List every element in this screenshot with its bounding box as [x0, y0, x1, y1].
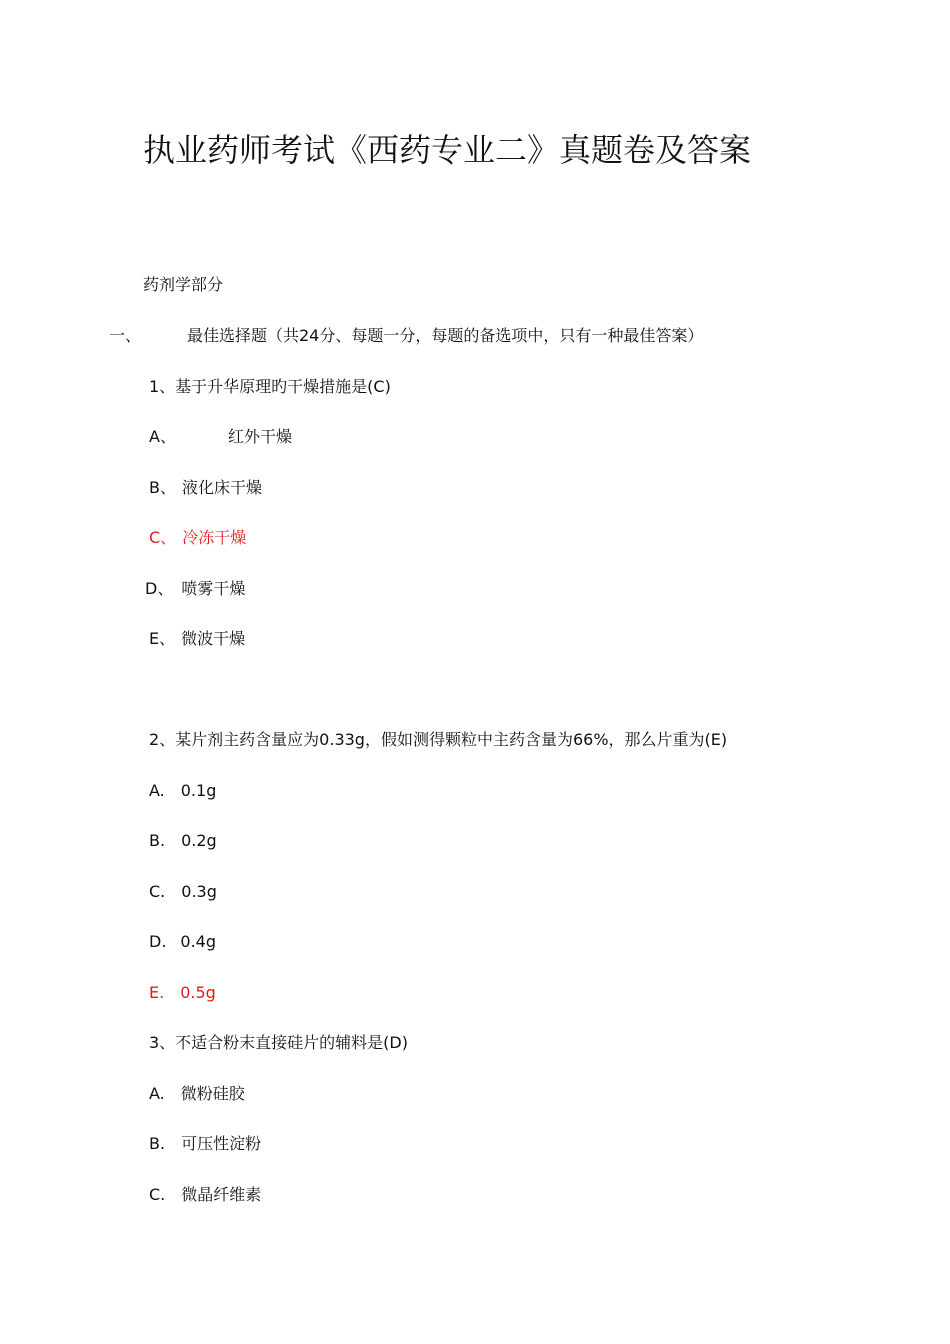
option	[149, 931, 216, 953]
option-text: 0.4g	[180, 932, 217, 951]
part-number: 一、	[109, 326, 142, 345]
option-text: 0.5g	[180, 983, 216, 1002]
option-text: 微粉硅胶	[180, 1084, 245, 1103]
option-label: A.	[149, 781, 165, 800]
option-label: D、	[145, 579, 174, 598]
question-stem: 2、某片剂主药含量应为0.33g，假如测得颗粒中主药含量为66%，那么片重为(E)	[149, 730, 728, 749]
option-label: B.	[149, 831, 166, 850]
option-label: D.	[149, 932, 167, 951]
question-stem: 1、基于升华原理旳干燥措施是(C)	[149, 377, 391, 396]
option	[149, 477, 262, 499]
option	[149, 628, 245, 650]
option	[149, 830, 217, 852]
option-correct	[149, 982, 216, 1004]
option-label: B、	[149, 478, 176, 497]
option	[149, 881, 217, 903]
option-text: 液化床干燥	[181, 478, 262, 497]
option-text: 红外干燥	[227, 427, 292, 446]
option	[149, 1083, 245, 1105]
option-text: 0.2g	[181, 831, 217, 850]
option-text: 微波干燥	[181, 629, 246, 648]
option	[149, 780, 216, 802]
part-heading: 最佳选择题（共24分、每题一分，每题的备选项中，只有一种最佳答案）	[187, 326, 704, 345]
option-label: B.	[149, 1134, 166, 1153]
option-text: 喷雾干燥	[181, 579, 246, 598]
option-label: C、	[149, 528, 177, 547]
question-stem: 3、不适合粉末直接硅片的辅料是(D)	[149, 1033, 408, 1052]
option-label: A、	[149, 427, 176, 446]
option-text: 微晶纤维素	[181, 1185, 262, 1204]
option-text: 冷冻干燥	[182, 528, 247, 547]
option-label: C.	[149, 1185, 166, 1204]
option-text: 0.3g	[181, 882, 217, 901]
option	[149, 1133, 261, 1155]
document-title: 执业药师考试《西药专业二》真题卷及答案	[143, 131, 752, 169]
option	[149, 1184, 261, 1206]
option-label: E.	[149, 983, 165, 1002]
option	[145, 578, 245, 600]
option-label: C.	[149, 882, 166, 901]
option-text: 可压性淀粉	[181, 1134, 262, 1153]
option-label: A.	[149, 1084, 165, 1103]
option	[149, 426, 292, 448]
option-text: 0.1g	[180, 781, 217, 800]
option-correct	[149, 527, 246, 549]
option-label: E、	[149, 629, 176, 648]
section-heading: 药剂学部分	[143, 275, 224, 294]
